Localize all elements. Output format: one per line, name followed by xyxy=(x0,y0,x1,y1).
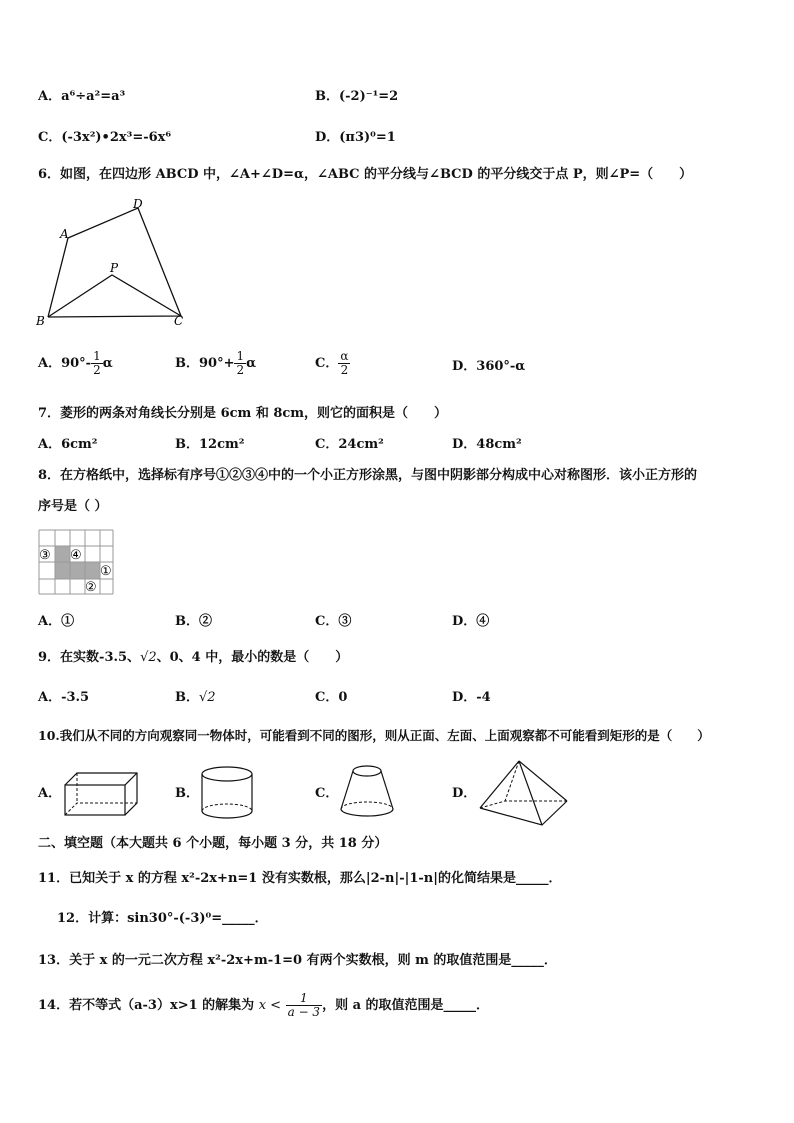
q8-stem-line1: 8．在方格纸中，选择标有序号①②③④中的一个小正方形涂黑，与图中阴影部分构成中心对称图形．该小正方形的 xyxy=(38,468,698,483)
q6-option-b: B．90°+ $\frac{1}{2}$ α xyxy=(175,349,257,377)
q9-option-d: D．-4 xyxy=(452,690,491,705)
q9-option-a: A．-3.5 xyxy=(38,690,90,705)
q7-option-a: A．6cm² xyxy=(38,437,98,452)
q7-option-d: D．48cm² xyxy=(452,437,522,452)
q8-option-b: B．② xyxy=(175,614,212,629)
q7-option-c: C．24cm² xyxy=(315,437,384,452)
q8-option-d: D．④ xyxy=(452,614,490,629)
q9-stem: 9．在实数-3.5、√2、0、4 中，最小的数是（ ） xyxy=(38,650,349,665)
q14: 14．若不等式（a-3）x>1 的解集为 x < $\frac{1}{a - 3}$ ，则 a 的取值范围是_____． xyxy=(38,991,490,1019)
q11: 11．已知关于 x 的方程 x²-2x+n=1 没有实数根，那么|2-n|-|1-n|的化简结果是_____． xyxy=(38,871,562,886)
q8-stem-line2: 序号是（ ） xyxy=(38,499,108,514)
q10-option-b-label: B． xyxy=(175,786,199,801)
q8-grid-figure xyxy=(36,528,116,596)
q6-label-b: B xyxy=(36,314,45,328)
q6-stem: 6．如图，在四边形 ABCD 中，∠A+∠D=α，∠ABC 的平分线与∠BCD 的平分线交于点 P，则∠P=（ ） xyxy=(38,167,693,182)
q9-option-b: B．√2 xyxy=(175,690,216,705)
q6-label-p: P xyxy=(110,261,119,275)
q6-label-c: C xyxy=(174,314,184,328)
q8-grid-label-4: ④ xyxy=(70,548,82,563)
q9-option-c: C．0 xyxy=(315,690,348,705)
q13: 13．关于 x 的一元二次方程 x²-2x+m-1=0 有两个实数根，则 m 的取值范围是_____． xyxy=(38,953,557,968)
q5-option-d: D．(π3)⁰=1 xyxy=(315,130,396,145)
q8-grid-label-3: ③ xyxy=(39,548,51,563)
q8-grid-label-1: ① xyxy=(100,564,112,579)
q6-label-d: D xyxy=(133,197,143,211)
q10-cuboid-figure xyxy=(62,770,142,820)
q6-option-c: C． $\frac{\alpha}{2}$ xyxy=(315,349,349,377)
q8-option-a: A．① xyxy=(38,614,75,629)
q6-quadrilateral-figure xyxy=(30,195,200,335)
q10-option-d-label: D． xyxy=(452,786,477,801)
q10-option-a-label: A． xyxy=(38,786,62,801)
q5-option-a: A．a⁶÷a²=a³ xyxy=(38,89,126,104)
q10-cylinder-figure xyxy=(196,764,258,824)
q10-frustum-figure xyxy=(336,762,398,824)
q6-option-d: D．360°-α xyxy=(452,359,526,374)
q5-option-b: B．(-2)⁻¹=2 xyxy=(315,89,399,104)
q7-stem: 7．菱形的两条对角线长分别是 6cm 和 8cm，则它的面积是（ ） xyxy=(38,406,448,421)
section-2-heading: 二、填空题（本大题共 6 个小题，每小题 3 分，共 18 分） xyxy=(38,836,388,851)
q6-label-a: A xyxy=(60,227,69,241)
q7-option-b: B．12cm² xyxy=(175,437,245,452)
q8-option-c: C．③ xyxy=(315,614,352,629)
q10-stem: 10.我们从不同的方向观察同一物体时，可能看到不同的图形，则从正面、左面、上面观察都不可能看到矩形的是（ ） xyxy=(38,728,710,743)
q5-option-c: C．(-3x²)•2x³=-6x⁶ xyxy=(38,130,172,145)
q12: 12．计算：sin30°-(-3)⁰=_____． xyxy=(57,911,268,926)
q8-grid-label-2: ② xyxy=(85,580,97,595)
q10-option-c-label: C． xyxy=(315,786,339,801)
q10-pyramid-figure xyxy=(477,758,573,828)
q6-option-a: A．90°- $\frac{1}{2}$ α xyxy=(38,349,113,377)
